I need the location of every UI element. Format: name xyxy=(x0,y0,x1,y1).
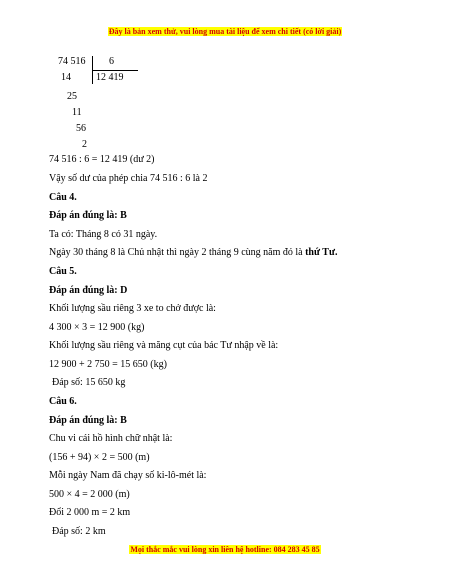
answer-line: Đáp án đúng là: D xyxy=(49,285,128,296)
text-line: Khối lượng sầu riêng 3 xe to chở được là: xyxy=(49,303,216,314)
text-line: (156 + 94) × 2 = 500 (m) xyxy=(49,452,150,463)
text-line-part: Ngày 30 tháng 8 là Chủ nhật thì ngày 2 tháng 9 cùng năm đó là xyxy=(49,247,303,258)
text-line: 74 516 : 6 = 12 419 (dư 2) xyxy=(49,154,155,165)
division-step: 14 xyxy=(61,72,71,83)
long-division xyxy=(58,56,148,156)
answer-line: Đáp án đúng là: B xyxy=(49,210,127,221)
division-dividend: 74 516 xyxy=(58,56,86,67)
text-line: Đổi 2 000 m = 2 km xyxy=(49,507,131,518)
preview-banner-text: Đây là bản xem thử, vui lòng mua tài liệu để xem chi tiết (có lời giải) xyxy=(108,27,342,36)
text-line-emphasis: thứ Tư. xyxy=(305,247,338,258)
preview-banner xyxy=(0,27,450,36)
hotline-banner xyxy=(0,545,450,554)
question-heading: Câu 6. xyxy=(49,396,77,407)
text-line: Ta có: Tháng 8 có 31 ngày. xyxy=(49,229,158,240)
answer-line: Đáp án đúng là: B xyxy=(49,415,127,426)
text-line xyxy=(49,247,337,259)
question-heading: Câu 4. xyxy=(49,192,77,203)
division-step: 25 xyxy=(67,91,77,102)
text-line: Vậy số dư của phép chia 74 516 : 6 là 2 xyxy=(49,173,208,184)
text-line: 500 × 4 = 2 000 (m) xyxy=(49,489,130,500)
division-horizontal-line xyxy=(92,70,138,71)
division-step: 2 xyxy=(82,139,87,150)
text-line: 4 300 × 3 = 12 900 (kg) xyxy=(49,322,145,333)
text-line: Đáp số: 15 650 kg xyxy=(52,377,126,388)
division-step: 11 xyxy=(72,107,82,118)
text-line: Mỗi ngày Nam đã chạy số ki-lô-mét là: xyxy=(49,470,207,481)
division-divisor: 6 xyxy=(109,56,114,67)
division-quotient: 12 419 xyxy=(96,72,124,83)
text-line: Khối lượng sầu riêng và măng cụt của bác Tư nhập về là: xyxy=(49,340,279,351)
hotline-banner-text: Mọi thắc mắc vui lòng xin liên hệ hotline: 084 283 45 85 xyxy=(130,545,320,554)
text-line: Chu vi cái hồ hình chữ nhật là: xyxy=(49,433,173,444)
text-line: 12 900 + 2 750 = 15 650 (kg) xyxy=(49,359,167,370)
question-heading: Câu 5. xyxy=(49,266,77,277)
division-step: 56 xyxy=(76,123,86,134)
text-line: Đáp số: 2 km xyxy=(52,526,106,537)
